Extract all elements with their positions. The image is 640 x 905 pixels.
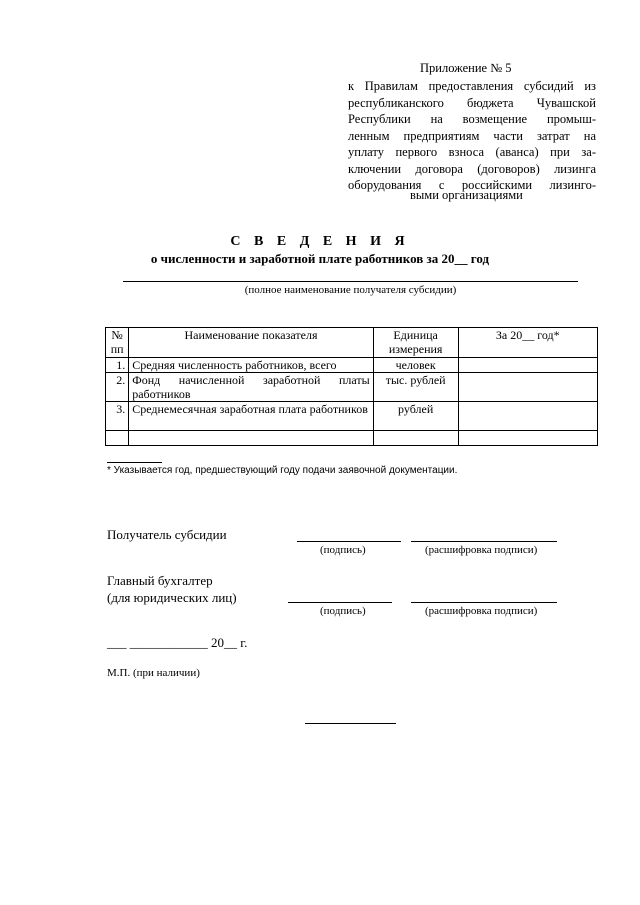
indicators-table (105, 327, 598, 446)
row-unit: тыс. рублей (373, 373, 458, 402)
annex-line: Республики на возмещение промыш- (348, 112, 596, 126)
recipient-decode-hint: (расшифровка подписи) (425, 544, 538, 556)
table-header-row (106, 328, 598, 358)
row-unit: человек (373, 358, 458, 373)
header-name: Наименование показателя (129, 328, 373, 358)
recipient-signature-hint: (подпись) (320, 544, 366, 556)
row-name: Среднемесячная заработная плата работников (129, 402, 373, 431)
table-row (106, 402, 598, 431)
row-num: 3. (106, 402, 129, 431)
accountant-signature-hint: (подпись) (320, 605, 366, 617)
accountant-label: Главный бухгалтер (107, 573, 213, 588)
recipient-label: Получатель субсидии (107, 527, 227, 542)
stamp-label: М.П. (при наличии) (107, 667, 200, 679)
recipient-name-line (123, 281, 578, 282)
annex-line: к Правилам предоставления субсидий из (348, 79, 596, 93)
annex-last-line: выми организациями (410, 188, 523, 202)
recipient-hint: (полное наименование получателя субсидии) (244, 284, 457, 296)
annex-line: оборудования с российскими лизинго- (348, 178, 596, 192)
row-num: 2. (106, 373, 129, 402)
table-row (106, 373, 598, 402)
document-subtitle: о численности и заработной плате работников за 20__ год (150, 251, 490, 266)
row-value (458, 358, 597, 373)
accountant-sublabel: (для юридических лиц) (107, 590, 237, 605)
recipient-signature-line (297, 541, 401, 542)
row-name: Фонд начисленной заработной платы работников (129, 373, 373, 402)
row-value (458, 402, 597, 431)
footnote-separator (107, 462, 162, 463)
row-num: 1. (106, 358, 129, 373)
footnote: * Указывается год, предшествующий году подачи заявочной документации. (107, 465, 458, 476)
annex-line: ленным предприятиям части затрат на (348, 128, 596, 143)
closing-line (305, 723, 396, 724)
accountant-signature-line (288, 602, 392, 603)
accountant-decode-line (411, 602, 557, 603)
row-value (458, 373, 597, 402)
recipient-decode-line (411, 541, 557, 542)
row-name: Средняя численность работников, всего (129, 358, 373, 373)
row-unit: рублей (373, 402, 458, 431)
annex-text (348, 78, 596, 194)
date-line: ___ ____________ 20__ г. (107, 635, 248, 650)
header-year: За 20__ год* (458, 328, 597, 358)
annex-line: республиканского бюджета Чувашской (348, 95, 596, 110)
table-row (106, 358, 598, 373)
annex-line: уплату первого взноса (аванса) при за- (348, 145, 596, 159)
header-num: № пп (106, 328, 129, 358)
table-row-empty (106, 431, 598, 446)
accountant-decode-hint: (расшифровка подписи) (425, 605, 538, 617)
annex-title: Приложение № 5 (420, 61, 512, 75)
annex-line: ключении договора (договоров) лизинга (348, 161, 596, 176)
document-title: С В Е Д Е Н И Я (230, 234, 410, 249)
header-unit: Единица измерения (373, 328, 458, 358)
